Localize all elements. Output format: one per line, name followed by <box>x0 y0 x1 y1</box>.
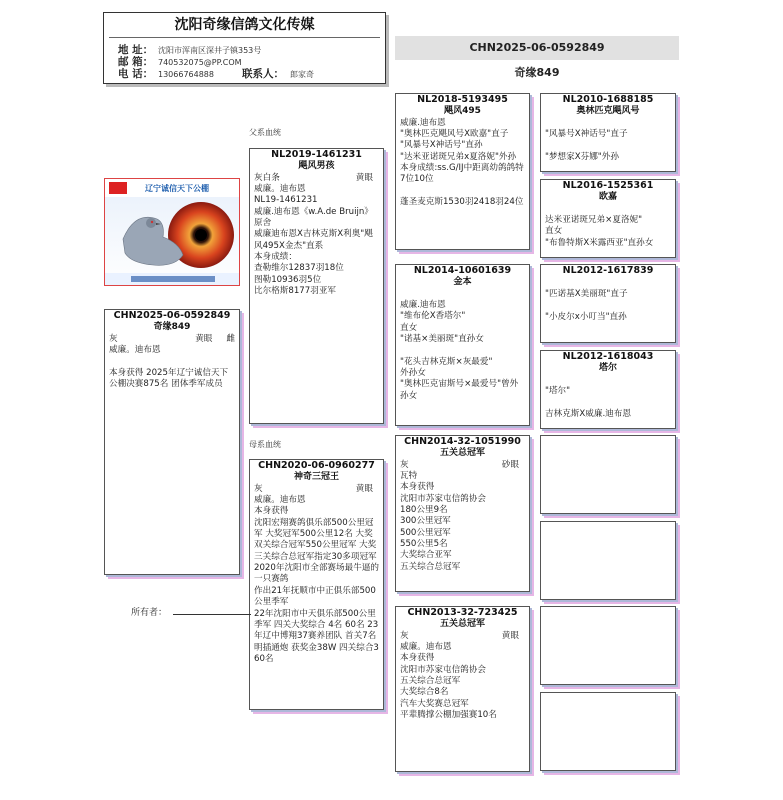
pedigree-text-line: 威廉。迪布恩 <box>109 345 161 356</box>
club-logo-icon <box>109 182 127 194</box>
pedigree-text-line: 本身获得 <box>254 506 289 517</box>
pedigree-text-line <box>545 375 671 386</box>
dam-name: 神奇三冠王 <box>293 471 339 482</box>
subject-color: 灰 <box>109 333 118 344</box>
pedigree-text-line: 直女 <box>400 322 418 333</box>
pedigree-text-line <box>545 301 671 312</box>
ss-lines-list <box>400 118 525 209</box>
photo-title: 辽宁诚信天下公棚 <box>145 184 209 193</box>
subject-ring: CHN2025-06-0592849 <box>113 310 231 321</box>
sd-sire-card[interactable] <box>540 264 676 343</box>
sd-dam-card[interactable] <box>540 350 676 429</box>
email-label: 邮 箱： <box>118 56 154 68</box>
pedigree-text-line <box>545 278 671 289</box>
dam-color: 灰 <box>254 483 263 494</box>
pedigree-text-line: "风暴号X神话号"直孙 <box>400 140 483 151</box>
company-title: 沈阳奇缘信鸽文化传媒 <box>174 17 315 33</box>
sire-sire-name: 飓风495 <box>444 105 481 116</box>
ds-lines-list <box>400 471 525 573</box>
pedigree-text-line: 瓦特 <box>400 471 418 482</box>
pedigree-text-line: "诺基×美丽斑"直孙女 <box>400 334 484 345</box>
dam-sire-ring: CHN2014-32-1051990 <box>404 436 521 447</box>
pedigree-text-line: 300公里冠军 <box>400 516 451 527</box>
sd-lines-list <box>400 289 525 402</box>
dam-line-label: 母系血统 <box>249 440 281 449</box>
main-ring-banner: CHN2025-06-0592849 <box>395 36 679 60</box>
ss-sire-name: 奥林匹克飓风号 <box>576 105 640 116</box>
sire-dam-name: 金本 <box>453 276 472 287</box>
dd-lines-list <box>400 642 525 721</box>
pedigree-text-line: 500公里冠军 <box>400 527 451 538</box>
dd-sire-card[interactable] <box>540 606 676 685</box>
pedigree-text-line: 吉林克斯X威廉.迪布恩 <box>545 408 631 419</box>
pedigree-text-line: "达米亚诺斑兄弟x夏洛妮"外孙 <box>400 151 517 162</box>
dam-sire-eye: 砂眼 <box>501 459 519 470</box>
sire-dam-card[interactable] <box>395 264 530 426</box>
pedigree-text-line: 大奖综合8名 <box>400 687 449 698</box>
pedigree-text-line <box>545 118 671 129</box>
pedigree-text-line: 沈阳宏翔赛鸽俱乐部500公里冠军 大奖冠军500公里12名 大奖双关综合冠军550公里冠军 大奖三关综合总冠军指定30多项冠军 <box>254 517 377 562</box>
pedigree-text-line: "小皮尔x小叮当"直孙 <box>545 311 627 322</box>
dam-attributes <box>254 484 379 495</box>
dam-sire-attributes <box>400 460 525 471</box>
pedigree-text-line <box>400 289 525 300</box>
sire-ring: NL2019-1461231 <box>271 149 362 160</box>
subject-eye: 黄眼 <box>195 333 213 344</box>
pedigree-text-line <box>400 186 525 197</box>
pedigree-text-line: "花头吉林克斯×灰最爱" <box>400 356 493 367</box>
pedigree-text-line: "维布伦X香塔尔" <box>400 311 466 322</box>
subject-attributes <box>109 334 235 345</box>
ds-sire-card[interactable] <box>540 435 676 514</box>
pedigree-text-line: "布鲁特斯X米露西亚"直孙女 <box>545 237 654 248</box>
pedigree-text-line: 沈阳市苏家屯信鸽协会 <box>400 664 486 675</box>
pedigree-text-line <box>545 397 671 408</box>
pedigree-text-line <box>400 345 525 356</box>
pedigree-text-line: 威廉。迪布恩 <box>254 495 306 506</box>
pedigree-text-line: "风暴号X神话号"直子 <box>545 129 628 140</box>
main-bird-name: 奇缘849 <box>514 66 560 79</box>
dam-sire-name: 五关总冠军 <box>439 447 485 458</box>
pedigree-text-line: 威廉.迪布恩 <box>400 117 446 128</box>
dam-sire-color: 灰 <box>400 459 409 470</box>
sire-eye: 黄眼 <box>355 172 373 183</box>
pedigree-text-line: 本身成绩:ss.G/IJ中距离幼鸽鸽特7位10位 <box>400 163 524 185</box>
pedigree-text-line: 达米亚诺斑兄弟×夏洛妮" <box>545 215 643 226</box>
sire-sire-card[interactable] <box>395 93 530 250</box>
pedigree-text-line: 图勒10936羽5位 <box>254 274 322 285</box>
pedigree-text-line: "梦想家X芬娜"外孙 <box>545 151 619 162</box>
phone-value: 13066764888 <box>158 70 214 79</box>
dam-dam-color: 灰 <box>400 630 409 641</box>
email-value: 740532075@PP.COM <box>158 58 242 67</box>
pedigree-text-line: 比尔格斯8177羽亚军 <box>254 286 337 297</box>
pedigree-text-line: 威廉.迪布恩《w.A.de Bruijn》原舍 <box>254 206 373 229</box>
pedigree-text-line: "奥林匹克宙斯号×最爱号"曾外孙女 <box>400 379 519 401</box>
pedigree-text-line: 查勒维尔12837羽18位 <box>254 263 344 274</box>
pedigree-text-line: 汽车大奖赛总冠军 <box>400 698 469 709</box>
sire-card[interactable] <box>249 148 384 424</box>
sire-name: 飓风男孩 <box>298 160 335 171</box>
dam-card[interactable] <box>249 459 384 710</box>
address-value: 沈阳市浑南区深井子镇353号 <box>158 46 262 55</box>
contact-value: 郎家奇 <box>290 70 314 79</box>
sire-dam-ring: NL2014-10601639 <box>413 265 512 276</box>
pedigree-text-line <box>109 356 235 367</box>
pedigree-text-line: 550公里5名 <box>400 539 448 550</box>
dam-lines-list <box>254 495 379 665</box>
subject-lines-list <box>109 345 235 390</box>
dam-dam-eye: 黄眼 <box>501 630 519 641</box>
phone-label: 电 话： <box>118 68 154 80</box>
pedigree-text-line: "塔尔" <box>545 386 571 397</box>
ss-dam-card[interactable] <box>540 179 676 258</box>
dam-dam-card[interactable] <box>395 606 530 772</box>
subject-sex: 雌 <box>226 333 235 344</box>
pedigree-text-line: 威廉。迪布恩 <box>400 642 452 653</box>
pedigree-text-line: 本身获得 <box>400 482 435 493</box>
dam-dam-attributes <box>400 631 525 642</box>
pedigree-text-line: 直女 <box>545 226 563 237</box>
ds-dam-card[interactable] <box>540 521 676 600</box>
ssd-lines-list <box>545 204 671 249</box>
sd-dam-ring: NL2012-1618043 <box>562 351 654 362</box>
subject-name: 奇缘849 <box>153 321 191 332</box>
header-divider <box>109 37 380 38</box>
dd-dam-card[interactable] <box>540 692 676 771</box>
dam-ring: CHN2020-06-0960277 <box>258 460 375 471</box>
pedigree-text-line: 本身成绩： <box>254 252 297 263</box>
pigeon-photo-art <box>105 179 240 286</box>
sire-color: 灰白条 <box>254 172 280 183</box>
sd-sire-ring: NL2012-1617839 <box>562 265 654 276</box>
sdd-lines-list <box>545 375 671 420</box>
pedigree-text-line: 沈阳市苏家屯信鸽协会 <box>400 493 486 504</box>
address-label: 地 址： <box>118 44 154 56</box>
pedigree-text-line: 五关综合总冠军 <box>400 676 461 687</box>
pedigree-text-line: "匹诺基X美丽斑"直子 <box>545 289 628 300</box>
phone-row <box>118 68 314 82</box>
contact-label: 联系人： <box>242 68 284 80</box>
owner-label: 所有者： <box>131 608 168 618</box>
pedigree-text-line: "奥林匹克飓风号X欧嘉"直子 <box>400 129 509 140</box>
dam-sire-card[interactable] <box>395 435 530 592</box>
sd-dam-name: 塔尔 <box>598 362 617 373</box>
pedigree-text-line <box>545 140 671 151</box>
pedigree-text-line: 作出21年抚顺市中正俱乐部500公里季军 <box>254 585 376 608</box>
subject-card[interactable] <box>104 309 240 575</box>
ss-dam-ring: NL2016-1525361 <box>562 180 654 191</box>
pedigree-text-line: 平辈腾撑公棚加强赛10名 <box>400 710 497 721</box>
pedigree-text-line: 2020年沈阳市全部赛场最牛逼的一只赛鸽 <box>254 563 379 585</box>
company-header <box>103 12 386 84</box>
dam-eye: 黄眼 <box>355 483 373 494</box>
sire-attributes <box>254 173 379 184</box>
pedigree-text-line <box>545 204 671 215</box>
pedigree-text-line: 22年沈阳市中天俱乐部500公里季军 四关大奖综合 4名 60名 23年辽中博翔37赛养团队 首关7名 明插通炮 获奖金38W 四关综合360名 <box>254 608 379 664</box>
owner-field <box>131 607 251 620</box>
pedigree-text-line: 本身获得 <box>400 653 435 664</box>
ss-dam-name: 欧嘉 <box>598 191 617 202</box>
ss-sire-ring: NL2010-1688185 <box>562 94 654 105</box>
pedigree-text-line: 大奖综合亚军 <box>400 550 452 561</box>
dam-dam-ring: CHN2013-32-723425 <box>407 607 518 618</box>
pedigree-text-line: 本身获得 2025年辽宁诚信天下公棚决赛875名 团体季军成员 <box>109 367 229 390</box>
sire-sire-ring: NL2018-5193495 <box>417 94 508 105</box>
sds-lines-list <box>545 278 671 323</box>
pigeon-photo <box>104 178 240 286</box>
pedigree-text-line: NL19-1461231 <box>254 195 318 206</box>
pedigree-text-line: 外孙女 <box>400 368 426 379</box>
pedigree-text-line: 180公里9名 <box>400 505 448 516</box>
ss-sire-card[interactable] <box>540 93 676 172</box>
sire-lines-list <box>254 184 379 297</box>
pedigree-text-line: 五关综合总冠军 <box>400 561 461 572</box>
pedigree-text-line: 威廉迪布恩X吉林克斯X利奥"飓风495X金杰"直系 <box>254 229 373 251</box>
pedigree-text-line: 蓬圣麦克斯1530羽2418羽24位 <box>400 197 524 208</box>
owner-blank-line <box>173 607 251 615</box>
sss-lines-list <box>545 118 671 163</box>
pedigree-text-line: 威廉.迪布恩 <box>400 300 446 311</box>
sire-line-label: 父系血统 <box>249 128 281 137</box>
pedigree-text-line: 威廉。迪布恩 <box>254 184 306 195</box>
dam-dam-name: 五关总冠军 <box>439 618 485 629</box>
